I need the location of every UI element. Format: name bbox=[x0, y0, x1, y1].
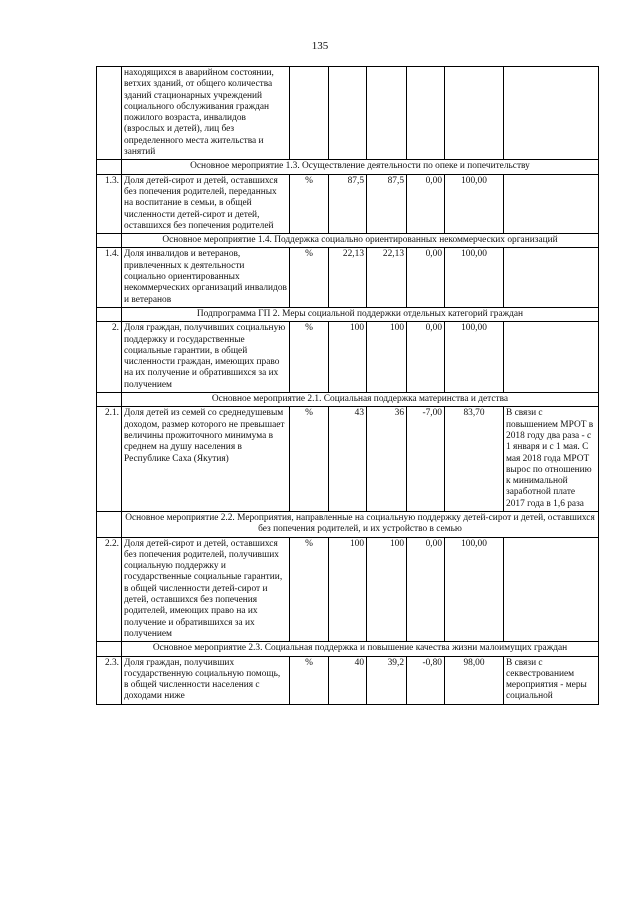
section-row bbox=[97, 642, 599, 656]
unit-cell: % bbox=[290, 174, 329, 233]
section-title: Основное мероприятие 1.3. Осуществление деятельности по опеке и попечительству bbox=[122, 160, 599, 174]
section-row bbox=[97, 511, 599, 537]
section-code-cell bbox=[97, 511, 122, 537]
percent-value: 100,00 bbox=[445, 537, 504, 642]
indicator-row bbox=[97, 407, 599, 512]
deviation-value bbox=[407, 67, 445, 160]
indicator-description: Доля детей-сирот и детей, оставшихся без попечения родителей, переданных на воспитание в семьи, в общей численности детей-сирот и детей, оставшихся без попечения родителей bbox=[122, 174, 290, 233]
fact-value: 36 bbox=[367, 407, 407, 512]
percent-value: 98,00 bbox=[445, 656, 504, 704]
indicator-description: Доля инвалидов и ветеранов, привлеченных к деятельности социально ориентированных некоммерческих организаций инвалидов и ветеранов bbox=[122, 248, 290, 307]
section-title: Основное мероприятие 2.2. Мероприятия, направленные на социальную поддержку детей-сирот и детей, оставшихся без попечения родителей, и их устройство в семью bbox=[122, 511, 599, 537]
row-code: 1.4. bbox=[97, 248, 122, 307]
deviation-value: -7,00 bbox=[407, 407, 445, 512]
unit-cell bbox=[290, 67, 329, 160]
section-code-cell bbox=[97, 642, 122, 656]
row-code: 2.1. bbox=[97, 407, 122, 512]
fact-value: 39,2 bbox=[367, 656, 407, 704]
note-cell bbox=[504, 174, 599, 233]
plan-value: 87,5 bbox=[329, 174, 367, 233]
report-table bbox=[96, 66, 599, 705]
fact-value bbox=[367, 67, 407, 160]
row-code bbox=[97, 67, 122, 160]
percent-value: 100,00 bbox=[445, 248, 504, 307]
plan-value bbox=[329, 67, 367, 160]
fact-value: 87,5 bbox=[367, 174, 407, 233]
row-code: 1.3. bbox=[97, 174, 122, 233]
section-code-cell bbox=[97, 160, 122, 174]
page-number: 135 bbox=[311, 40, 329, 52]
percent-value bbox=[445, 67, 504, 160]
plan-value: 100 bbox=[329, 322, 367, 393]
section-title: Основное мероприятие 2.1. Социальная поддержка материнства и детства bbox=[122, 393, 599, 407]
note-cell: В связи с повышением МРОТ в 2018 году два раза - с 1 января и с 1 мая. С мая 2018 года МРОТ вырос по отношению к минимальной заработной плате 2017 года в 1,6 раза bbox=[504, 407, 599, 512]
section-code-cell bbox=[97, 234, 122, 248]
indicator-description: Доля граждан, получивших государственную социальную помощь, в общей численности населения с доходами ниже bbox=[122, 656, 290, 704]
note-cell bbox=[504, 67, 599, 160]
unit-cell: % bbox=[290, 407, 329, 512]
note-cell: В связи с секвестрованием мероприятия - меры социальной bbox=[504, 656, 599, 704]
row-code: 2.2. bbox=[97, 537, 122, 642]
indicator-description: Доля детей-сирот и детей, оставшихся без попечения родителей, получивших социальную поддержку и государственные социальные гарантии, в общей численности детей-сирот и детей, оставшихся без попечения родителей, имеющих право на их получение и обратившихся за их получением bbox=[122, 537, 290, 642]
section-code-cell bbox=[97, 307, 122, 321]
note-cell bbox=[504, 537, 599, 642]
section-title: Основное мероприятие 2.3. Социальная поддержка и повышение качества жизни малоимущих граждан bbox=[122, 642, 599, 656]
deviation-value: 0,00 bbox=[407, 322, 445, 393]
indicator-row bbox=[97, 248, 599, 307]
indicator-description: находящихся в аварийном состоянии, ветхих зданий, от общего количества зданий стационарных учреждений социального обслуживания граждан пожилого возраста, инвалидов (взрослых и детей), лиц без определенного места жительства и занятий bbox=[122, 67, 290, 160]
section-row bbox=[97, 234, 599, 248]
unit-cell: % bbox=[290, 656, 329, 704]
unit-cell: % bbox=[290, 248, 329, 307]
percent-value: 100,00 bbox=[445, 174, 504, 233]
note-cell bbox=[504, 322, 599, 393]
percent-value: 100,00 bbox=[445, 322, 504, 393]
deviation-value: 0,00 bbox=[407, 537, 445, 642]
indicator-description: Доля детей из семей со среднедушевым доходом, размер которого не превышает величины прожиточного минимума в среднем на душу населения в Республике Саха (Якутия) bbox=[122, 407, 290, 512]
section-row bbox=[97, 307, 599, 321]
indicator-row bbox=[97, 174, 599, 233]
percent-value: 83,70 bbox=[445, 407, 504, 512]
indicator-row bbox=[97, 537, 599, 642]
indicator-row bbox=[97, 656, 599, 704]
note-cell bbox=[504, 248, 599, 307]
fact-value: 100 bbox=[367, 322, 407, 393]
row-code: 2.3. bbox=[97, 656, 122, 704]
section-row bbox=[97, 393, 599, 407]
plan-value: 40 bbox=[329, 656, 367, 704]
indicator-row bbox=[97, 67, 599, 160]
plan-value: 22,13 bbox=[329, 248, 367, 307]
section-code-cell bbox=[97, 393, 122, 407]
table-body bbox=[97, 67, 599, 705]
section-title: Подпрограмма ГП 2. Меры социальной поддержки отдельных категорий граждан bbox=[122, 307, 599, 321]
plan-value: 43 bbox=[329, 407, 367, 512]
fact-value: 100 bbox=[367, 537, 407, 642]
plan-value: 100 bbox=[329, 537, 367, 642]
row-code: 2. bbox=[97, 322, 122, 393]
unit-cell: % bbox=[290, 322, 329, 393]
section-row bbox=[97, 160, 599, 174]
fact-value: 22,13 bbox=[367, 248, 407, 307]
deviation-value: 0,00 bbox=[407, 174, 445, 233]
unit-cell: % bbox=[290, 537, 329, 642]
indicator-description: Доля граждан, получивших социальную поддержку и государственные социальные гарантии, в общей численности граждан, имеющих право на их получение и обратившихся за их получением bbox=[122, 322, 290, 393]
indicator-row bbox=[97, 322, 599, 393]
section-title: Основное мероприятие 1.4. Поддержка социально ориентированных некоммерческих организаций bbox=[122, 234, 599, 248]
deviation-value: 0,00 bbox=[407, 248, 445, 307]
deviation-value: -0,80 bbox=[407, 656, 445, 704]
